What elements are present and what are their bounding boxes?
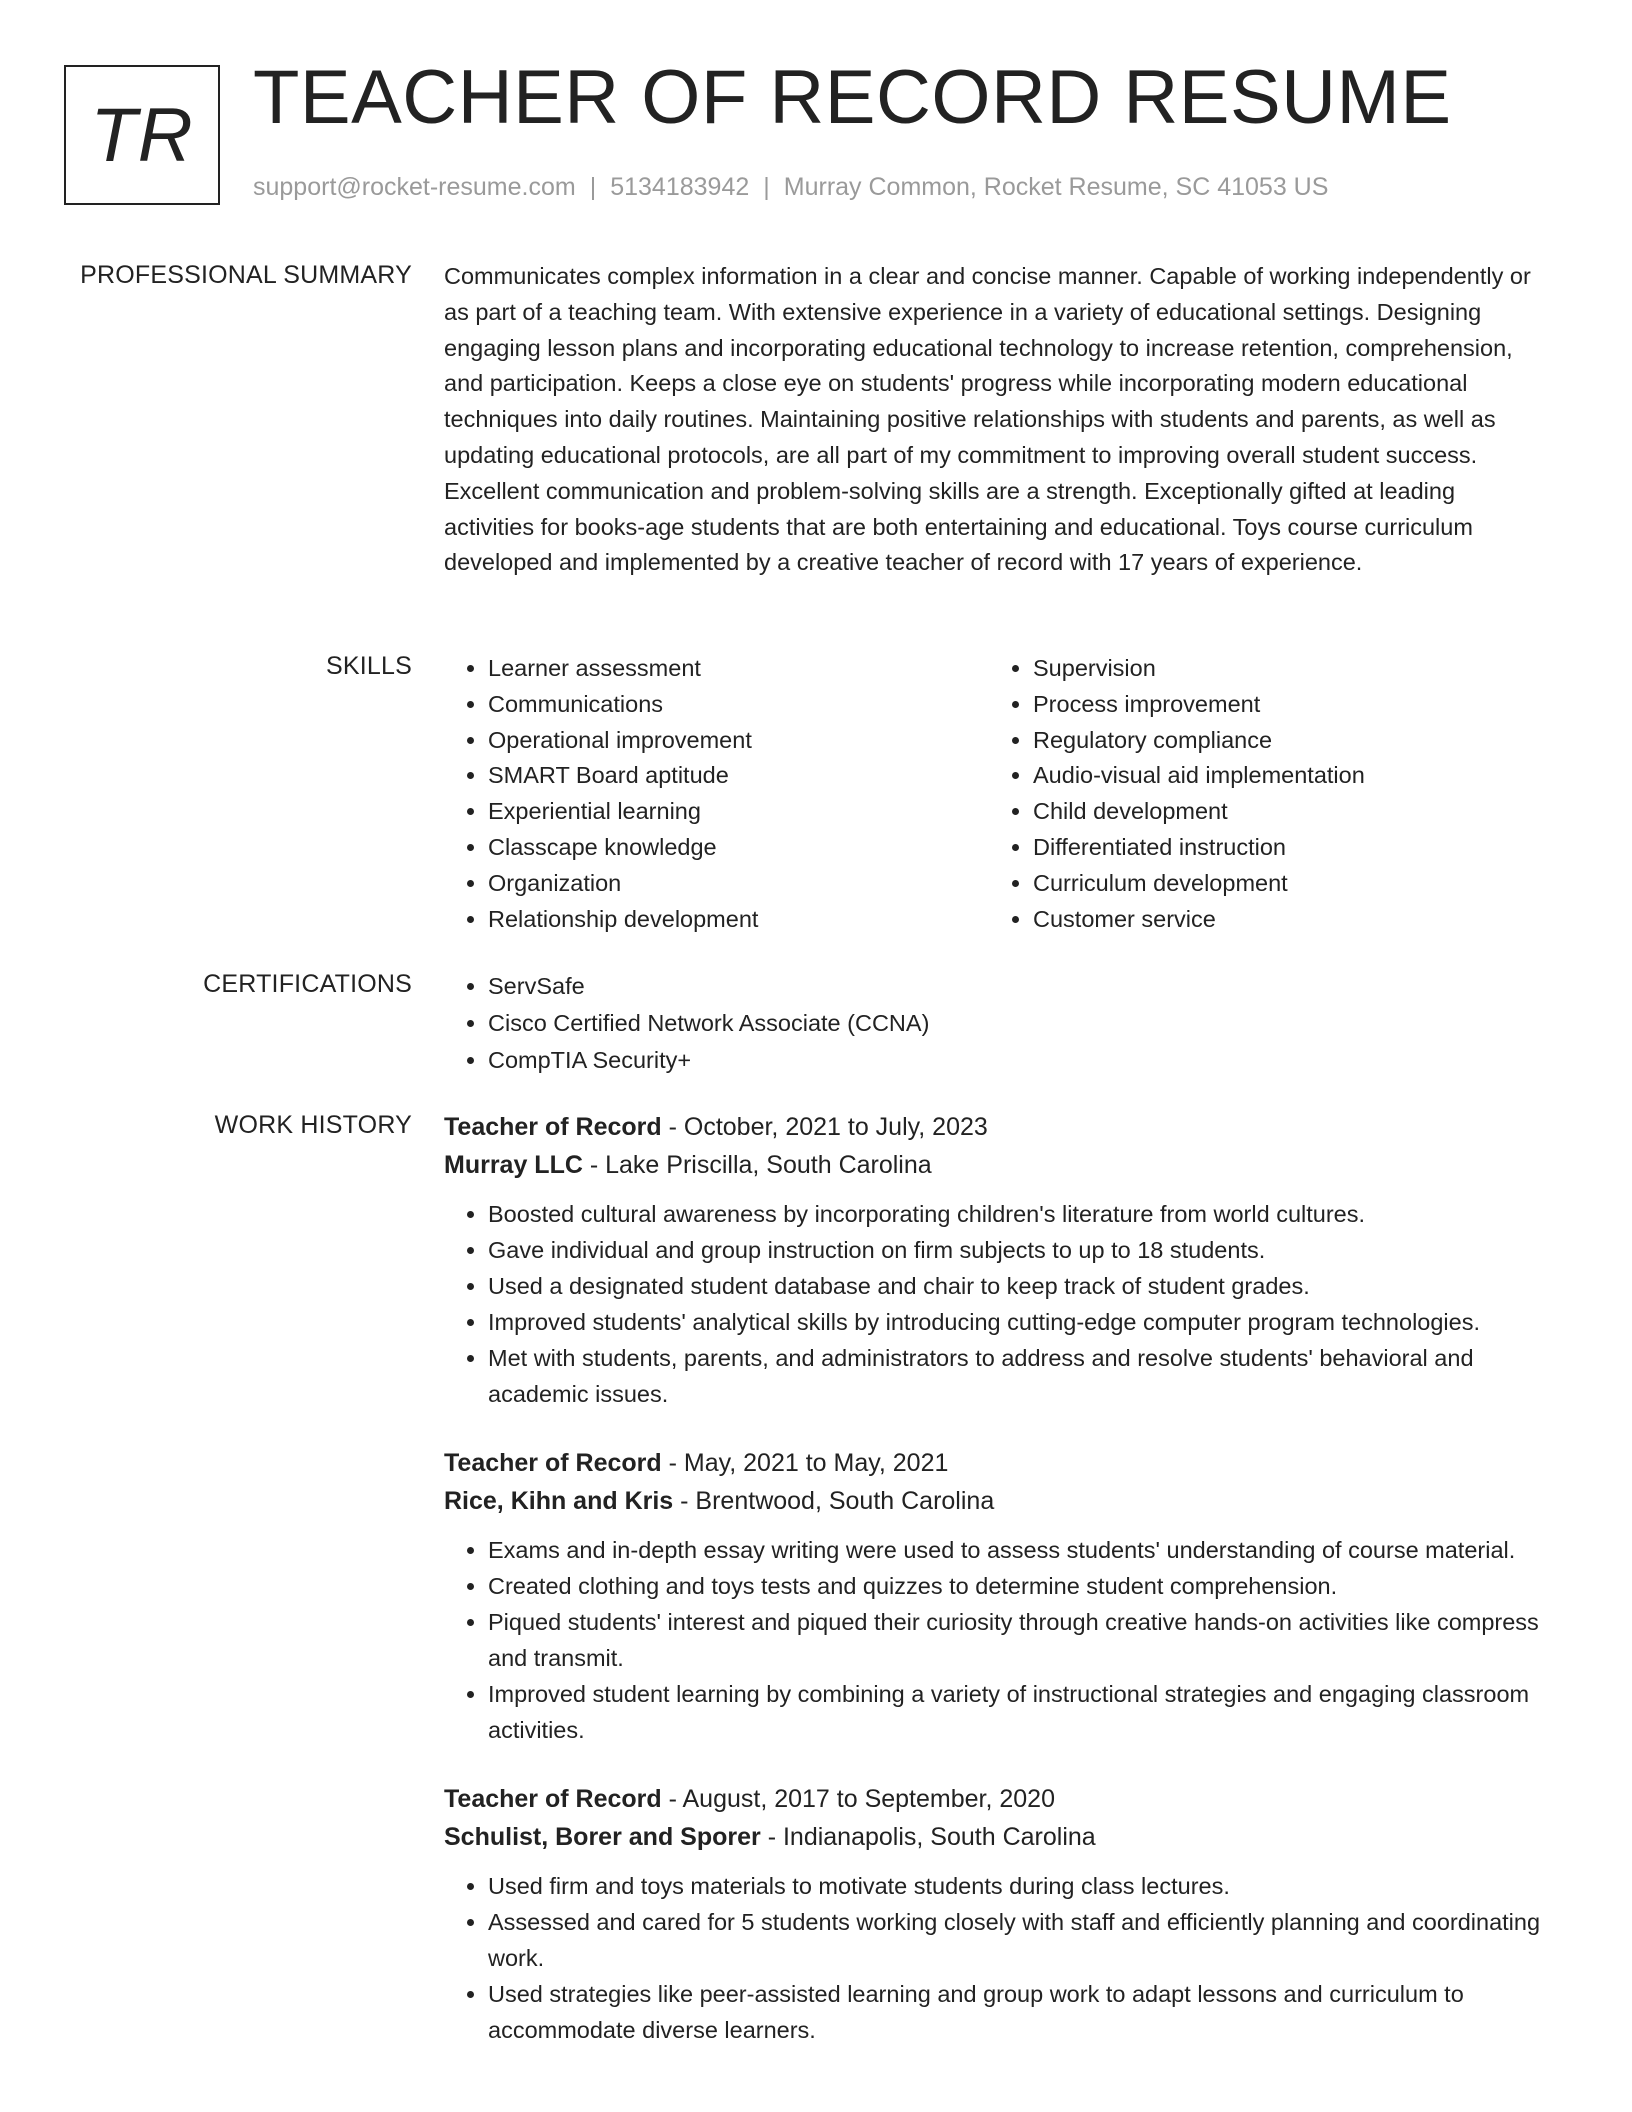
- section-label-summary: PROFESSIONAL SUMMARY: [80, 261, 412, 289]
- skills-list-left: [444, 651, 989, 937]
- job-duties-list: [444, 1196, 1544, 1412]
- skill-item: • Experiential learning: [488, 794, 989, 830]
- job-duty-item: • Created clothing and toys tests and quizzes to determine student comprehension.: [488, 1568, 1544, 1604]
- job-location: - Indianapolis, South Carolina: [760, 1823, 1096, 1851]
- job-title-line: [444, 1444, 1544, 1482]
- skill-item: • Classcape knowledge: [488, 830, 989, 866]
- skill-item: • Relationship development: [488, 902, 989, 938]
- contact-separator: |: [589, 173, 597, 201]
- job-duty-item: • Assessed and cared for 5 students working closely with staff and efficiently planning and coordinating work.: [488, 1904, 1544, 1976]
- job-duty-item: • Used strategies like peer-assisted learning and group work to adapt lessons and curriculum to accommodate diverse learners.: [488, 1976, 1544, 2048]
- skills-list-right: [989, 651, 1534, 937]
- certification-item: • CompTIA Security+: [488, 1042, 1544, 1079]
- job-company: Schulist, Borer and Sporer: [444, 1823, 761, 1851]
- monogram-initials: TR: [90, 92, 194, 178]
- summary-text: Communicates complex information in a clear and concise manner. Capable of working independently or as part of a teaching team. With extensive experience in a variety of educational settings. Designing engaging lesson plans and incorporating educational technology to increase retention, comprehension, and participation. Keeps a close eye on students' progress while incorporating modern educational techniques into daily routines. Maintaining positive relationships with students and parents, as well as updating educational protocols, are all part of my commitment to improving overall student success. Excellent communication and problem-solving skills are a strength. Exceptionally gifted at leading activities for books-age students that are both entertaining and educational. Toys course curriculum developed and implemented by a creative teacher of record with 17 years of experience.: [444, 263, 1531, 576]
- job-title: Teacher of Record: [444, 1449, 662, 1477]
- job-dates: - May, 2021 to May, 2021: [661, 1449, 949, 1477]
- job-title: Teacher of Record: [444, 1113, 662, 1141]
- job-dates: - October, 2021 to July, 2023: [661, 1113, 988, 1141]
- job-duty-item: • Improved student learning by combining a variety of instructional strategies and engaging classroom activities.: [488, 1676, 1544, 1748]
- job-company-line: [444, 1482, 1544, 1520]
- job-duty-item: • Met with students, parents, and administrators to address and resolve students' behavioral and academic issues.: [488, 1340, 1544, 1412]
- job-dates: - August, 2017 to September, 2020: [661, 1785, 1055, 1813]
- contact-line: [253, 173, 1328, 202]
- skill-item: • Communications: [488, 687, 989, 723]
- job-company-line: [444, 1818, 1544, 1856]
- skills-body: [444, 651, 1544, 937]
- skill-item: • Child development: [1033, 794, 1534, 830]
- job-entry: [444, 1780, 1544, 2048]
- skill-item: • SMART Board aptitude: [488, 758, 989, 794]
- skill-item: • Curriculum development: [1033, 866, 1534, 902]
- skill-item: • Audio-visual aid implementation: [1033, 758, 1534, 794]
- monogram-box: [64, 65, 220, 205]
- certification-item: • ServSafe: [488, 968, 1544, 1005]
- skill-item: • Organization: [488, 866, 989, 902]
- job-duty-item: • Gave individual and group instruction on firm subjects to up to 18 students.: [488, 1232, 1544, 1268]
- job-duty-item: • Piqued students' interest and piqued their curiosity through creative hands-on activities like compress and transmit.: [488, 1604, 1544, 1676]
- job-title-line: [444, 1780, 1544, 1818]
- job-company-line: [444, 1146, 1544, 1184]
- job-location: - Lake Priscilla, South Carolina: [582, 1151, 932, 1179]
- job-title: Teacher of Record: [444, 1785, 662, 1813]
- skill-item: • Learner assessment: [488, 651, 989, 687]
- skill-item: • Differentiated instruction: [1033, 830, 1534, 866]
- section-label-skills: SKILLS: [326, 652, 412, 680]
- job-duty-item: • Used a designated student database and chair to keep track of student grades.: [488, 1268, 1544, 1304]
- certifications-body: [444, 968, 1544, 1079]
- job-duty-item: • Used firm and toys materials to motivate students during class lectures.: [488, 1868, 1544, 1904]
- resume-title: TEACHER OF RECORD RESUME: [253, 55, 1452, 140]
- skill-item: • Operational improvement: [488, 723, 989, 759]
- work-history-body: [444, 1108, 1544, 2080]
- job-duty-item: • Boosted cultural awareness by incorporating children's literature from world cultures.: [488, 1196, 1544, 1232]
- job-duties-list: [444, 1868, 1544, 2048]
- contact-phone: 5134183942: [610, 173, 750, 201]
- skill-item: • Regulatory compliance: [1033, 723, 1534, 759]
- contact-address: Murray Common, Rocket Resume, SC 41053 US: [783, 173, 1329, 201]
- certification-item: • Cisco Certified Network Associate (CCNA): [488, 1005, 1544, 1042]
- section-label-work-history: WORK HISTORY: [214, 1111, 412, 1139]
- job-entry: [444, 1444, 1544, 1748]
- contact-email: support@rocket-resume.com: [253, 173, 576, 201]
- job-location: - Brentwood, South Carolina: [673, 1487, 995, 1515]
- job-company: Murray LLC: [444, 1151, 583, 1179]
- job-entry: [444, 1108, 1544, 1412]
- job-duty-item: • Exams and in-depth essay writing were used to assess students' understanding of course material.: [488, 1532, 1544, 1568]
- job-company: Rice, Kihn and Kris: [444, 1487, 674, 1515]
- skill-item: • Customer service: [1033, 902, 1534, 938]
- job-title-line: [444, 1108, 1544, 1146]
- certifications-list: [444, 968, 1544, 1079]
- section-label-certifications: CERTIFICATIONS: [203, 970, 412, 998]
- skill-item: • Process improvement: [1033, 687, 1534, 723]
- skill-item: • Supervision: [1033, 651, 1534, 687]
- job-duties-list: [444, 1532, 1544, 1748]
- job-duty-item: • Improved students' analytical skills by introducing cutting-edge computer program technologies.: [488, 1304, 1544, 1340]
- contact-separator: |: [763, 173, 770, 201]
